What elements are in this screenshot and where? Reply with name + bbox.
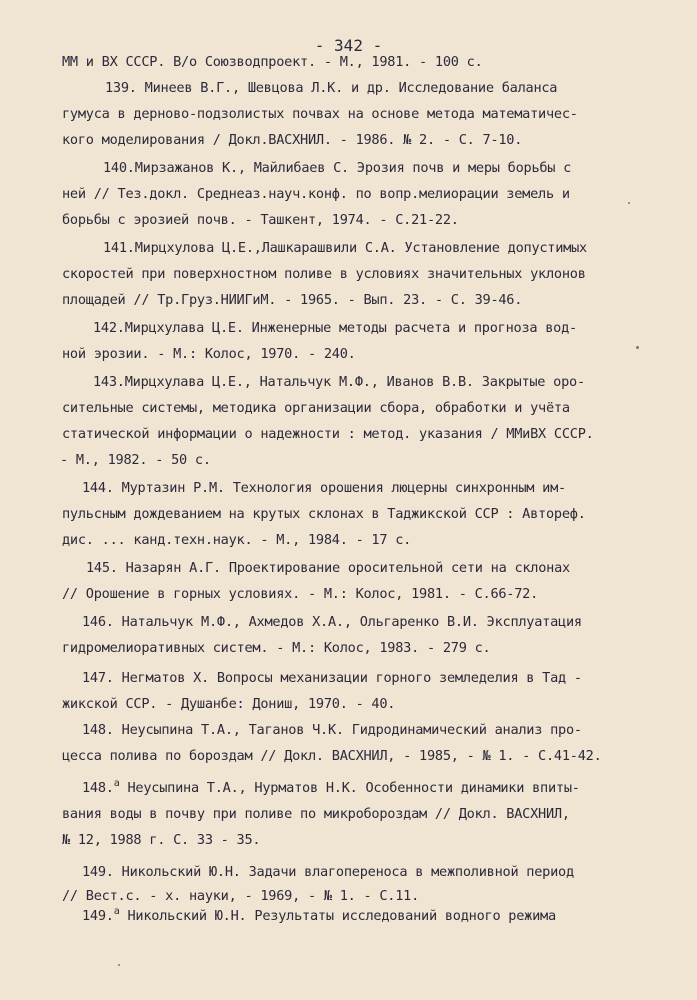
line-text: ММ и ВХ СССР. В/о Союзводпроект. - М., 1981. - 100 с. — [62, 54, 483, 70]
line-text: ной эрозии. - М.: Колос, 1970. - 240. — [62, 346, 356, 362]
text-line — [62, 424, 594, 444]
entry-superscript: а — [113, 778, 120, 789]
line-text: кого моделирования / Докл.ВАСХНИЛ. - 1986. № 2. - С. 7-10. — [62, 132, 523, 148]
line-text: гумуса в дерново-подзолистых почвах на основе метода математичес- — [62, 106, 578, 122]
text-line — [62, 104, 578, 124]
ink-speck — [118, 964, 120, 966]
entry-superscript: а — [113, 906, 120, 917]
text-line — [93, 372, 585, 392]
line-text: 139. Минеев В.Г., Шевцова Л.К. и др. Исследование баланса — [105, 80, 558, 96]
text-line — [105, 78, 557, 98]
line-text: 146. Натальчук М.Ф., Ахмедов Х.А., Ольгаренко В.И. Эксплуатация — [82, 614, 582, 630]
text-line — [82, 862, 574, 882]
entry-number: 149. — [82, 908, 114, 924]
line-text: борьбы с эрозией почв. - Ташкент, 1974. - С.21-22. — [62, 212, 459, 228]
text-line — [62, 184, 570, 204]
line-text: цесса полива по бороздам // Докл. ВАСХНИЛ, - 1985, - № 1. - С.41-42. — [62, 748, 602, 764]
line-text: 148. Неусыпина Т.А., Таганов Ч.К. Гидродинамический анализ про- — [82, 722, 582, 738]
line-text: сительные системы, методика организации сбора, обработки и учёта — [62, 400, 570, 416]
line-text: площадей // Тр.Груз.НИИГиМ. - 1965. - Вып. 23. - С. 39-46. — [62, 292, 523, 308]
ink-speck — [628, 202, 630, 204]
line-text: 145. Назарян А.Г. Проектирование оросительной сети на склонах — [86, 560, 570, 576]
text-line — [60, 450, 211, 470]
line-text: гидромелиоративных систем. - М.: Колос, 1983. - 279 с. — [62, 640, 491, 656]
text-line — [62, 886, 419, 906]
line-text: дис. ... канд.техн.наук. - М., 1984. - 17 с. — [62, 532, 412, 548]
line-text: вания воды в почву при поливе по микробороздам // Докл. ВАСХНИЛ, — [62, 806, 570, 822]
text-line — [103, 238, 587, 258]
ink-speck — [636, 346, 639, 349]
text-line — [62, 264, 586, 284]
text-line — [62, 584, 538, 604]
text-line — [62, 638, 490, 658]
text-line — [62, 504, 586, 524]
text-line — [62, 344, 356, 364]
line-text: 144. Муртазин Р.М. Технология орошения люцерны синхронным им- — [82, 480, 566, 496]
line-text: // Орошение в горных условиях. - М.: Колос, 1981. - С.66-72. — [62, 586, 539, 602]
line-text: статической информации о надежности : метод. указания / ММиВХ СССР. — [62, 426, 594, 442]
text-line — [103, 158, 571, 178]
text-line — [62, 804, 570, 824]
text-line — [93, 318, 577, 338]
text-line — [82, 906, 556, 928]
line-text: 147. Негматов Х. Вопросы механизации горного земледелия в Тад - — [82, 670, 582, 686]
text-line — [62, 290, 522, 310]
line-text: 142.Мирцхулава Ц.Е. Инженерные методы расчета и прогноза вод- — [93, 320, 577, 336]
line-text: 143.Мирцхулава Ц.Е., Натальчук М.Ф., Иванов В.В. Закрытые оро- — [93, 374, 585, 390]
line-text: жикской ССР. - Душанбе: Дониш, 1970. - 40. — [62, 696, 396, 712]
line-text: ней // Тез.докл. Среднеаз.науч.конф. по вопр.мелиорации земель и — [62, 186, 570, 202]
text-line — [82, 478, 566, 498]
line-text: - М., 1982. - 50 с. — [60, 452, 211, 468]
text-line — [82, 612, 582, 632]
text-line — [82, 668, 582, 688]
text-line — [62, 398, 570, 418]
text-line — [62, 530, 411, 550]
text-line — [62, 130, 522, 150]
entry-number: 148. — [82, 780, 114, 796]
text-line — [82, 720, 582, 740]
line-text: 141.Мирцхулова Ц.Е.,Лашкарашвили С.А. Установление допустимых — [103, 240, 587, 256]
text-line — [62, 746, 602, 766]
text-line — [62, 52, 483, 72]
text-line — [82, 778, 580, 800]
line-text: Никольский Ю.Н. Результаты исследований водного режима — [127, 908, 556, 924]
line-text: // Вест.с. - х. науки, - 1969, - № 1. - С.11. — [62, 888, 420, 904]
line-text: Неусыпина Т.А., Нурматов Н.К. Особенности динамики впиты- — [127, 780, 580, 796]
text-line — [62, 694, 395, 714]
text-line — [62, 210, 459, 230]
line-text: № 12, 1988 г. С. 33 - 35. — [62, 832, 261, 848]
line-text: 149. Никольский Ю.Н. Задачи влагопереноса в межполивной период — [82, 864, 574, 880]
text-line — [62, 830, 260, 850]
page-number: - 342 - — [314, 36, 383, 55]
text-line — [86, 558, 570, 578]
line-text: скоростей при поверхностном поливе в условиях значительных уклонов — [62, 266, 586, 282]
line-text: 140.Мирзажанов К., Майлибаев С. Эрозия почв и меры борьбы с — [103, 160, 572, 176]
line-text: пульсным дождеванием на крутых склонах в Таджикской ССР : Автореф. — [62, 506, 586, 522]
